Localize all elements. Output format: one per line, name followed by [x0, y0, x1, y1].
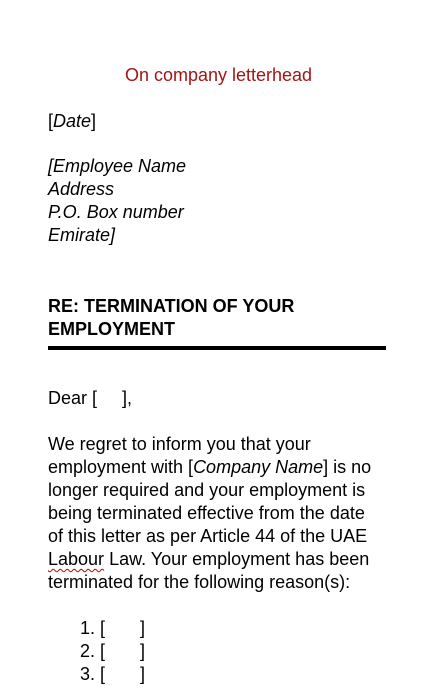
date-placeholder: Date [53, 111, 92, 131]
reason-item: 3. [ ] [80, 664, 146, 684]
letterhead-note: On company letterhead [124, 65, 313, 85]
body-text: Law. Your employment has been [104, 549, 370, 569]
company-name-placeholder: Company Name [193, 457, 324, 477]
recipient-pobox-line: P.O. Box number [48, 202, 184, 222]
body-line [48, 456, 398, 479]
subject-line-2: EMPLOYMENT [48, 319, 176, 339]
subject-line-1: RE: TERMINATION OF YOUR [48, 296, 295, 316]
body-text: ] is no [323, 457, 372, 477]
body-line: longer required and your employment is [48, 480, 366, 500]
reason-item: 2. [ ] [80, 641, 146, 661]
body-text: employment with [ [48, 457, 194, 477]
recipient-name-line: [Employee Name [48, 156, 187, 176]
recipient-address [48, 155, 186, 247]
subject-heading [48, 295, 294, 341]
body-line: We regret to inform you that your [48, 434, 311, 454]
heading-rule [48, 346, 386, 350]
recipient-emirate-line: Emirate] [48, 225, 116, 245]
recipient-address-line: Address [48, 179, 115, 199]
spellcheck-flagged-word: Labour [48, 549, 105, 569]
body-line: terminated for the following reason(s): [48, 572, 351, 592]
body-line [48, 548, 398, 571]
body-paragraph [48, 433, 398, 594]
body-line: being terminated effective from the date [48, 503, 365, 523]
body-line: of this letter as per Article 44 of the UAE [48, 526, 368, 546]
reason-item: 1. [ ] [80, 618, 146, 638]
reasons-list [80, 617, 145, 686]
date-field[interactable]: [Date] [48, 111, 97, 131]
salutation: Dear [ ], [48, 388, 133, 408]
